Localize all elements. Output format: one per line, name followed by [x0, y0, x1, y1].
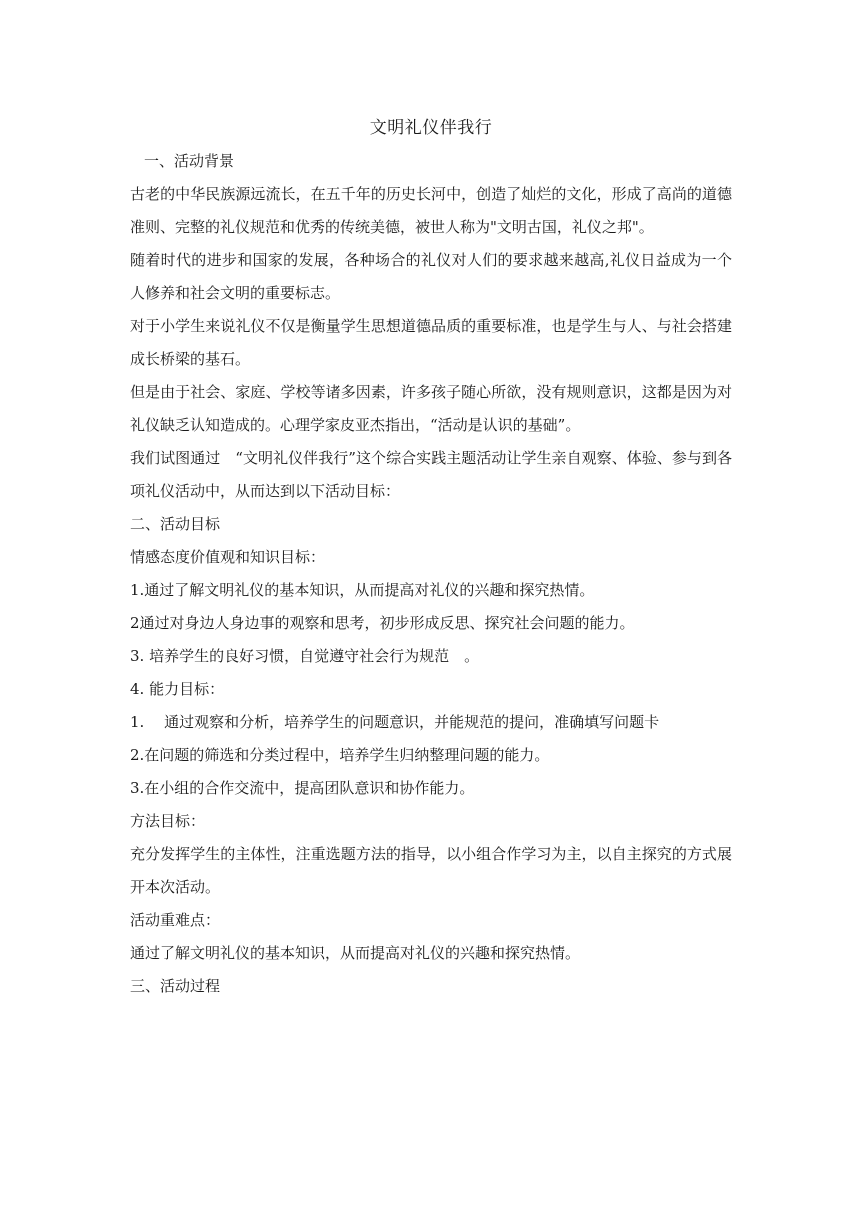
list-item: 3. 培养学生的良好习惯，自觉遵守社会行为规范 。 [130, 647, 480, 665]
subheading-knowledge-goals: 情感态度价值观和知识目标： [130, 548, 326, 566]
paragraph-development: 随着时代的进步和国家的发展，各种场合的礼仪对人们的要求越来越高,礼仪日益成为一个人修养和社会文明的重要标志。 [130, 251, 732, 302]
list-item: 1.通过了解文明礼仪的基本知识，从而提高对礼仪的兴趣和探究热情。 [130, 581, 595, 599]
paragraph-key-points: 通过了解文明礼仪的基本知识，从而提高对礼仪的兴趣和探究热情。 [130, 944, 581, 962]
paragraph-intent: 我们试图通过 “文明礼仪伴我行”这个综合实践主题活动让学生亲自观察、体验、参与到各项礼仪活动中，从而达到以下活动目标： [130, 449, 732, 500]
section-heading-goals: 二、活动目标 [130, 515, 221, 533]
subheading-key-points: 活动重难点： [130, 911, 221, 929]
list-item: 1. 通过观察和分析，培养学生的问题意识，并能规范的提问，准确填写问题卡 [130, 713, 660, 731]
document-body [130, 112, 732, 1003]
paragraph-factors: 但是由于社会、家庭、学校等诸多因素，许多孩子随心所欲，没有规则意识，这都是因为对礼仪缺乏认知造成的。心理学家皮亚杰指出，“活动是认识的基础”。 [130, 383, 732, 434]
document-title: 文明礼仪伴我行 [369, 118, 493, 138]
section-heading-process: 三、活动过程 [130, 977, 221, 995]
section-heading-background: 一、活动背景 [144, 152, 235, 170]
paragraph-students: 对于小学生来说礼仪不仅是衡量学生思想道德品质的重要标准，也是学生与人、与社会搭建成长桥梁的基石。 [130, 317, 732, 368]
list-item: 4. 能力目标： [130, 680, 225, 698]
list-item: 2通过对身边人身边事的观察和思考，初步形成反思、探究社会问题的能力。 [130, 614, 635, 632]
list-item: 3.在小组的合作交流中，提高团队意识和协作能力。 [130, 779, 475, 797]
subheading-method-goals: 方法目标： [130, 812, 206, 830]
list-item: 2.在问题的筛选和分类过程中，培养学生归纳整理问题的能力。 [130, 746, 550, 764]
paragraph-history: 古老的中华民族源远流长，在五千年的历史长河中，创造了灿烂的文化，形成了高尚的道德准则、完整的礼仪规范和优秀的传统美德，被世人称为"文明古国，礼仪之邦"。 [130, 185, 732, 236]
paragraph-method: 充分发挥学生的主体性，注重选题方法的指导，以小组合作学习为主，以自主探究的方式展开本次活动。 [130, 845, 732, 896]
